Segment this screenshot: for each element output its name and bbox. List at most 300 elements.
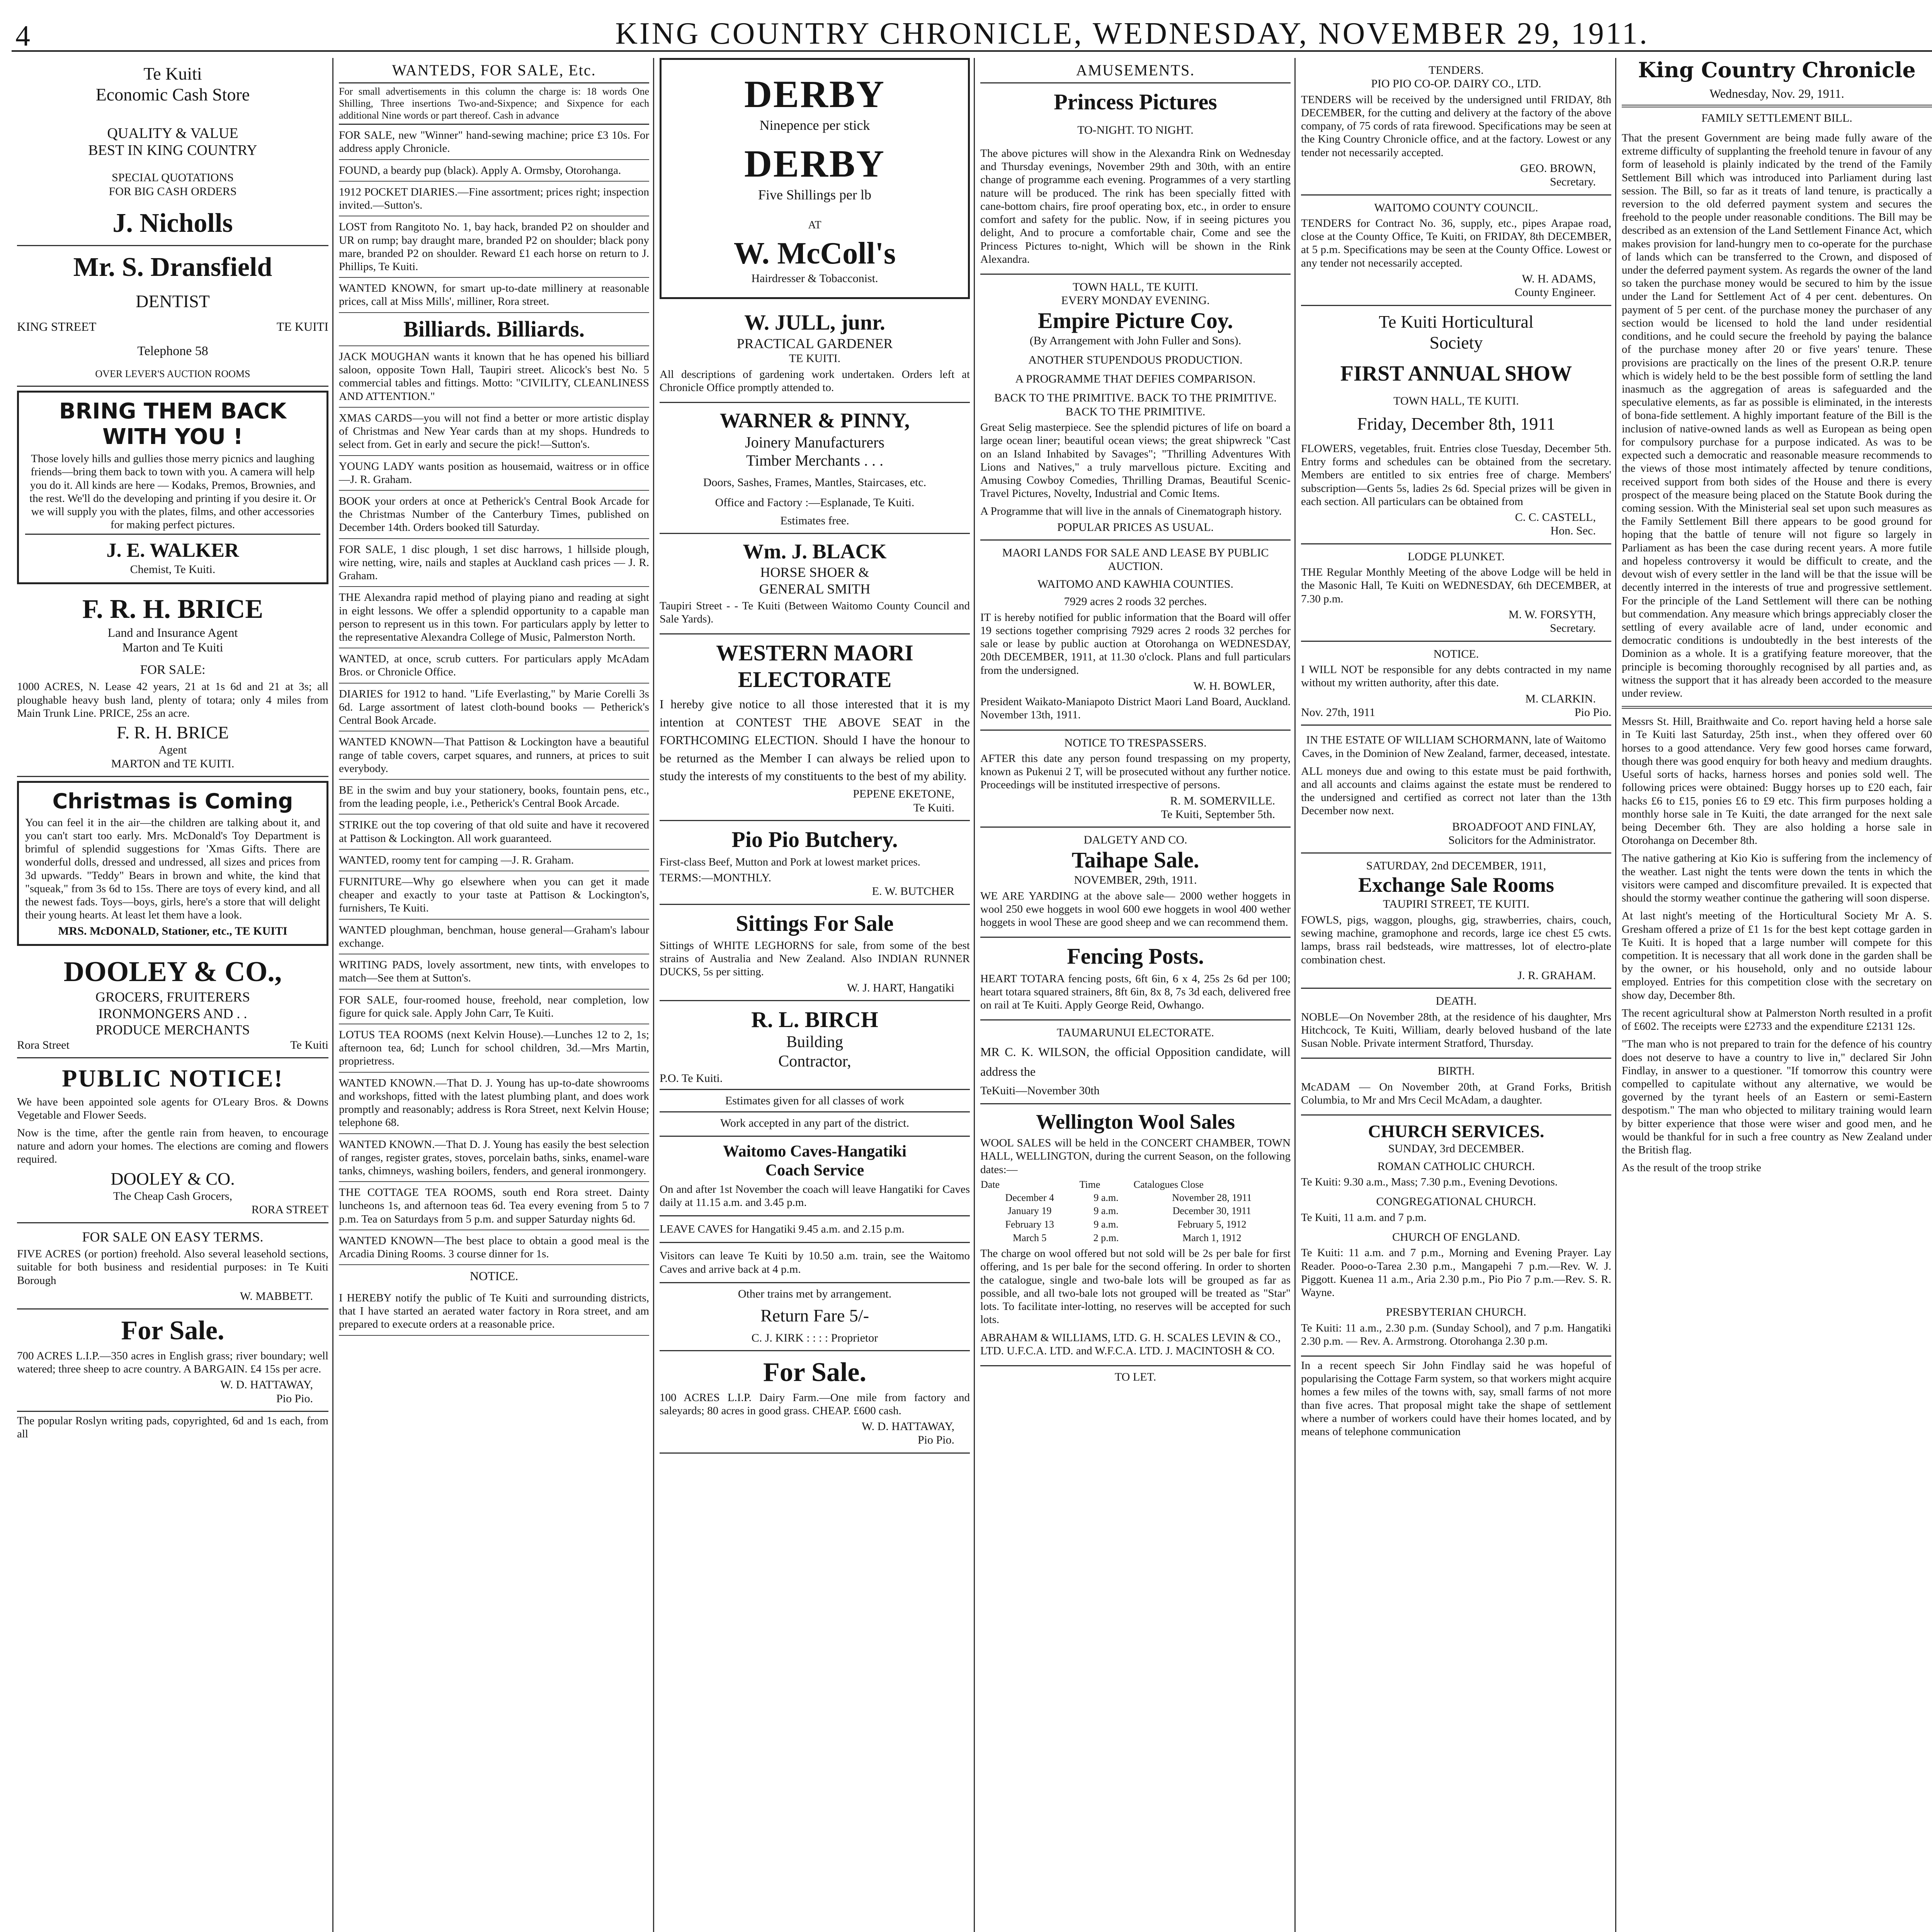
lodge-sig: M. W. FORSYTH, [1509, 608, 1596, 621]
dransfield-phone: Telephone 58 [137, 344, 208, 359]
estate-sig: BROADFOOT AND FINLAY, [1452, 820, 1596, 833]
coach-body-3: Visitors can leave Te Kuiti by 10.50 a.m. train, see the Waitomo Caves and arrive back at 4 p.m. [660, 1250, 970, 1276]
trespassers-date: Te Kuiti, September 5th. [1161, 808, 1275, 821]
maori-lands-ad [980, 541, 1291, 730]
wool-sales-ad [980, 1104, 1291, 1366]
wanteds-intro: For small advertisements in this column the charge is: 18 words One Shilling, Three insertions Two-and-Sixpence; and Sixpence for each additional Nine words or part thereof. Cash in advance [339, 83, 649, 125]
hattaway-ad [17, 1310, 328, 1412]
easy-terms-headline: FOR SALE ON EASY TERMS. [82, 1229, 264, 1245]
exchange-sale-ad [1301, 854, 1611, 989]
clarkin-place: Pio Pio. [1574, 706, 1611, 719]
hattaway-2-place: Pio Pio. [917, 1434, 954, 1447]
church-times: Te Kuiti: 11 a.m., 2.30 p.m. (Sunday School), and 7 p.m. Hangatiki 2.30 p.m. — Rev. A. Armstrong. Otorohanga 2.30 p.m. [1301, 1321, 1611, 1347]
empire-back: BACK TO THE PRIMITIVE. BACK TO THE PRIMITIVE. BACK TO THE PRIMITIVE. [994, 391, 1277, 418]
mcdonald-headline: Christmas is Coming [52, 789, 293, 814]
hort-headline-2: Society [1429, 332, 1483, 352]
church-services [1301, 1116, 1611, 1357]
birch-estimates: Estimates given for all classes of work [725, 1094, 905, 1107]
masthead [12, 8, 1932, 52]
birch-ad [660, 1001, 970, 1137]
brice-location: Marton and Te Kuiti [122, 640, 223, 654]
town-hall: TOWN HALL, TE KUITI. [1073, 280, 1198, 293]
church-times: Te Kuiti, 11 a.m. and 7 p.m. [1301, 1211, 1427, 1224]
nicholls-proprietor: J. Nicholls [112, 208, 233, 238]
warner-products: Doors, Sashes, Frames, Mantles, Staircases, etc. [703, 476, 927, 489]
table-cell: November 28, 1911 [1172, 1192, 1252, 1203]
public-notice-body-2: Now is the time, after the gentle rain from heaven, to encourage nature and adorn your homes. The elections are coming and flowers required. [17, 1127, 328, 1166]
empire-another: ANOTHER STUPENDOUS PRODUCTION. [1028, 353, 1243, 366]
derby-1-sub: Ninepence per stick [759, 117, 870, 133]
brice-body: 1000 ACRES, N. Lease 42 years, 21 at 1s 6d and 21 at 3s; all ploughable heavy bush land, plenty of totara; only 4 miles from Main Trunk Line. PRICE, 25s an acre. [17, 680, 328, 719]
taihape-date: NOVEMBER, 29th, 1911. [1074, 874, 1197, 887]
maori-headline-1: WESTERN MAORI [716, 640, 913, 666]
hattaway-2-sig: W. D. HATTAWAY, [862, 1420, 954, 1433]
princess-pictures-headline: Princess Pictures [1054, 89, 1217, 115]
hort-place: TOWN HALL, TE KUITI. [1393, 395, 1519, 408]
fencing-headline: Fencing Posts. [1067, 944, 1204, 969]
maori-headline-2: ELECTORATE [738, 667, 892, 692]
church-list [1301, 1160, 1611, 1350]
walker-title: Chemist, Te Kuiti. [130, 563, 216, 576]
warner-trade-2: Timber Merchants . . . [746, 452, 884, 469]
death-notice [1301, 989, 1611, 1059]
classified-ad: WANTED, roomy tent for camping —J. R. Graham. [339, 850, 649, 871]
hattaway-2-headline: For Sale. [763, 1357, 866, 1387]
clarkin-sig: M. CLARKIN. [1525, 692, 1596, 705]
lodge-headline: LODGE PLUNKET. [1407, 550, 1505, 563]
mccoll-trade: Hairdresser & Tobacconist. [751, 272, 878, 285]
roslyn-ad: The popular Roslyn writing pads, copyrighted, 6d and 1s each, from all [17, 1415, 328, 1440]
estate-headline: IN THE ESTATE OF WILLIAM SCHORMANN, late of Waitomo Caves, in the Dominion of New Zealand, farmer, deceased, intestate. [1302, 734, 1611, 760]
page-number: 4 [15, 20, 30, 52]
maori-electorate-ad [660, 634, 970, 821]
dransfield-profession: DENTIST [136, 291, 210, 311]
table-cell: February 13 [1005, 1218, 1054, 1230]
nicholls-ad [17, 58, 328, 246]
table-row [980, 1191, 1291, 1205]
church-name: CONGREGATIONAL CHURCH. [1376, 1195, 1536, 1208]
public-notice-ad [17, 1058, 328, 1223]
black-trade: HORSE SHOER & [760, 565, 869, 580]
mccoll-at: AT [808, 219, 821, 231]
sittings-ad [660, 905, 970, 1001]
wool-column-header: Time [1079, 1179, 1100, 1190]
mcdonald-ad [17, 781, 328, 946]
editorial-headline: FAMILY SETTLEMENT BILL. [1701, 112, 1852, 125]
classified-ad: WANTED KNOWN—That Pattison & Lockington have a beautiful range of table covers, carpet squares, and runners, at prices to suit everybody. [339, 731, 649, 780]
brice-sig-location: MARTON and TE KUITI. [111, 757, 235, 770]
editorial-paragraph-6: "The man who is not prepared to train for the defence of his country does not deserve to have a country to live in," declared Sir John Findlay, in answer to a questioner. "If tomorrow this country were compelled to capitulate without any alternative, we would be governed by the tyrant heels of an Eastern or semi-Eastern despotism." The man who objected to military training would learn by bitter experience that those were wiser and good men, and he would be thankful for in such a free country as New Zealand under the British flag. [1622, 1038, 1932, 1156]
clarkin-footer [1301, 706, 1611, 719]
editorial-paragraph-3: The native gathering at Kio Kio is suffering from the inclemency of the weather. Last night the tents were down the tents in which the visitors were camped and discomfiture prevailed. It is expected that should the stormy weather continue the gathering will soon disperse. [1622, 852, 1932, 905]
tenders-sig: GEO. BROWN, [1520, 162, 1596, 175]
dransfield-town: TE KUITI [276, 320, 328, 334]
editorial-paragraph-5: The recent agricultural show at Palmerston North resulted in a profit of £602. The receipts were £2733 and the expenditure £2131 12s. [1622, 1007, 1932, 1033]
classified-ad: FOUND, a beardy pup (black). Apply A. Ormsby, Otorohanga. [339, 160, 649, 182]
exchange-headline: Exchange Sale Rooms [1358, 873, 1554, 896]
hattaway-2-body: 100 ACRES L.I.P. Dairy Farm.—One mile from factory and saleyards; 80 acres in good grass. CHEAP. £600 cash. [660, 1391, 970, 1417]
dooley-address [17, 1038, 328, 1052]
editorial-date: Wednesday, Nov. 29, 1911. [1709, 86, 1844, 100]
birth-notice [1301, 1059, 1611, 1116]
mccoll-name: W. McColl's [733, 236, 896, 270]
dransfield-address [17, 320, 328, 334]
classified-ad: BE in the swim and buy your stationery, books, fountain pens, etc., from the leading people, i.e., Petherick's Central Book Arcade. [339, 780, 649, 815]
empire-body: Great Selig masterpiece. See the splendid pictures of life on board a large ocean liner; beautiful ocean views; the great shipwreck "Cast on an Island Inhabited by Savages"; "Thrilling Adventures With Lions and Natives," a truly marvellous picture. Exciting and Amusing Cowboy Comedies, Thrilling Dramas, Beautiful Scenic-Travel Pictures, Novelty, Industrial and Comic Items. [980, 421, 1291, 500]
warner-trade: Joinery Manufacturers [745, 433, 884, 451]
warner-name: WARNER & PINNY, [719, 409, 910, 432]
waitomo-body: TENDERS for Contract No. 36, supply, etc., pipes Arapae road, close at the County Office, Te Kuiti, on FRIDAY, 8th DECEMBER, at 5 p.m. Specifications may be seen at the County Office. Lowest or any tender not necessarily accepted. [1301, 217, 1611, 269]
brice-for-sale: FOR SALE: [140, 663, 206, 677]
wool-sales-headline: Wellington Wool Sales [1036, 1110, 1235, 1133]
dooley-name: DOOLEY & CO., [63, 956, 282, 988]
birth-headline: BIRTH. [1437, 1065, 1475, 1078]
editorial-paragraph-2: Messrs St. Hill, Braithwaite and Co. report having held a horse sale in Te Kuiti last Saturday, 25th inst., when they offered over 60 horses to a good attendance. Very few good horses came forward, though there was good enquiry for both heavy and medium draughts. Useful sorts of hacks, harness horses and ponies sold well. The following prices were obtained: Buggy horses up to £20 each, fair hacks £6 to £15, ponies £6 to £9 etc. This firm purposes holding a monthly horse sale in Te Kuiti, the date arranged for the next sale being December 6th. They are also holding a horse sale in Otorohanga on December 8th. [1622, 715, 1932, 847]
walker-headline: BRING THEM BACK WITH YOU ! [59, 398, 287, 450]
church-times: Te Kuiti: 9.30 a.m., Mass; 7.30 p.m., Evening Devotions. [1301, 1176, 1558, 1189]
butchery-name: Pio Pio Butchery. [731, 827, 898, 852]
nicholls-orders: FOR BIG CASH ORDERS [109, 185, 237, 198]
mcdonald-signature: MRS. McDONALD, Stationer, etc., TE KUITI [58, 924, 287, 937]
clarkin-notice-ad [1301, 642, 1611, 726]
classified-ad: LOTUS TEA ROOMS (next Kelvin House).—Lunches 12 to 2, 1s; afternoon tea, 6d; Lunch for school children, 3d.—Mrs Martin, proprietress. [339, 1024, 649, 1073]
jull-town: TE KUITI. [789, 352, 841, 365]
butchery-sig: E. W. BUTCHER [872, 885, 954, 898]
nicholls-name-2: Economic Cash Store [95, 85, 250, 105]
dooley-line-2: IRONMONGERS AND . . [98, 1005, 247, 1021]
maori-lands-acres: 7929 acres 2 roods 32 perches. [1064, 595, 1207, 608]
church-date: SUNDAY, 3rd DECEMBER. [1388, 1142, 1524, 1155]
dooley-line-1: GROCERS, FRUITERERS [95, 989, 250, 1005]
dransfield-name: Mr. S. Dransfield [73, 252, 272, 282]
brice-ad [17, 588, 328, 777]
estate-body: ALL moneys due and owing to this estate must be paid forthwith, and all accounts and claims against the estate must be rendered to the undersigned and certified as correct not later than the 13th December now next. [1301, 765, 1611, 817]
birch-work: Work accepted in any part of the district. [720, 1117, 910, 1130]
classified-ad: STRIKE out the top covering of that old suite and have it recovered at Pattison & Lockington. All work guaranteed. [339, 815, 649, 849]
table-cell: 2 p.m. [1093, 1232, 1119, 1243]
warner-ad [660, 403, 970, 534]
hattaway-2-ad [660, 1351, 970, 1454]
church-times: Te Kuiti: 11 a.m. and 7 p.m., Morning and Evening Prayer. Lay Reader. Pooo-o-Tarea 2.30 p.m., Mangapehi 7 p.m.—Rev. W. J. Piggott. Kuenea 11 a.m., Aria 2.30 p.m., Pio Pio 7 p.m.—Rev. S. R. Wayne. [1301, 1247, 1611, 1299]
death-body: NOBLE—On November 28th, at the residence of his daughter, Mrs Hitchcock, Te Kuiti, William, dearly beloved husband of the late Susan Noble. Private interment Stratford, Thursday. [1301, 1010, 1611, 1049]
trespassers-body: AFTER this date any person found trespassing on my property, known as Pukenui 2 T, will be prosecuted without any further notice. Proceedings will be instituted irrespective of persons. [980, 752, 1291, 791]
maori-lands-sig-2: President Waikato-Maniapoto District Maori Land Board, Auckland. November 13th, 1911. [980, 696, 1291, 721]
nicholls-name-1: Te Kuiti [143, 64, 202, 83]
birch-po: P.O. Te Kuiti. [660, 1071, 723, 1085]
exchange-sig: J. R. GRAHAM. [1517, 969, 1596, 982]
hort-sig: C. C. CASTELL, [1515, 511, 1596, 524]
death-headline: DEATH. [1435, 995, 1477, 1008]
birth-body: McADAM — On November 20th, at Grand Forks, British Columbia, to Mr and Mrs Cecil McAdam, a daughter. [1301, 1080, 1611, 1106]
maori-lands-sig: W. H. BOWLER, [1193, 679, 1275, 692]
hattaway-sig-place: Pio Pio. [276, 1392, 313, 1405]
mcdonald-body: You can feel it in the air—the children are talking about it, and you can't start too early. Mrs. McDonald's Toy Department is brimful of splendid suggestions for 'Xmas Gifts. There are wonderful dolls, dressed and undressed, all sizes and prices from 3d upwards. "Teddy" Bears in brown and white, the kind that "squeak," from 3s 6d to 15s. There are toys of every kind, and all the newest fads. Toys—boys, girls, here's a store that will delight their young hearts. At least let them have a look. [25, 816, 320, 922]
to-let: TO LET. [1114, 1371, 1156, 1383]
nicholls-special: SPECIAL QUOTATIONS [112, 171, 234, 184]
dooley-town: Te Kuiti [290, 1038, 328, 1051]
maori-lands-headline: MAORI LANDS FOR SALE AND LEASE BY PUBLIC AUCTION. [1002, 546, 1269, 573]
lodge-ad [1301, 544, 1611, 642]
princess-pictures-body: The above pictures will show in the Alexandra Rink on Wednesday and Thursday evenings, November 29th and 30th, with an entire change of programme each evening. Programmes of a very startling nature will be produced. The rink has been specially fitted with cane-bottom chairs, fire proof operating box, etc., in order to ensure comfort and safety for the public. Now, if in seeing pictures you delight, And to procure a comfortable chair, Come and see the Princess Pictures to-night, Which will be shown in the Rink Alexandra. [980, 147, 1291, 265]
classified-ad: DIARIES for 1912 to hand. "Life Everlasting," by Marie Corelli 3s 6d. Large assortment of latest cloth-bound books — Petherick's Central Book Arcade. [339, 684, 649, 732]
classified-ad: WANTED KNOWN.—That D. J. Young has easily the best selection of ranges, register grates, stoves, porcelain baths, sinks, enamel-ware tanks, chimneys, washing boilers, fenders, and general ironmongery. [339, 1134, 649, 1182]
coach-sig: C. J. KIRK : : : : Proprietor [751, 1331, 878, 1344]
editorial-masthead: King Country Chronicle [1638, 58, 1916, 82]
church-name: PRESBYTERIAN CHURCH. [1386, 1306, 1527, 1319]
taumarunui-headline: TAUMARUNUI ELECTORATE. [1056, 1026, 1214, 1039]
classified-ad: WANTED KNOWN.—That D. J. Young has up-to-date showrooms and workshops, fitted with the latest plumbing plant, and does work promptly and reasonably; address is Rora Street, next Kelvin House; telephone 68. [339, 1073, 649, 1134]
lodge-role: Secretary. [1550, 622, 1596, 635]
fencing-body: HEART TOTARA fencing posts, 6ft 6in, 6 x 4, 25s 2s 6d per 100; heart totara squared strainers, 8ft 6in, 8x 8, 7s 3d each, delivered free on rail at Te Kuiti. Apply George Reid, Owhango. [980, 972, 1291, 1012]
jull-name: W. JULL, junr. [744, 310, 885, 335]
editorial-paragraph-1: That the present Government are being made fully aware of the extreme difficulty of supplanting the freehold tenure in favour of any form of leasehold is plainly indicated by the trend of the Family Settlement Bill which was introduced into Parliament during last session. The Bill, so far as it treats of land tenure, is practically a reversion to the old deferred payment system and secures the freehold to the people under reasonable conditions. The Bill may be described as an extension of the Land Settlement Finance Act, which makes provision for land-hungry men to co-operate for the purchase of lands which can be transferred to the Crown, and disposed of under the deferred payment system. As regards the owner of the land so taken the purchase money would be secured to him by the issue under the Land for Settlement Act of 4 per cent. debentures. On payment of 5 per cent. of the purchase money the purchaser of any section would be licensed to hold the land under residential conditions, and he could secure the freehold by paying the balance of the purchase money after 20 or five years' tenure. These provisions are practically on the lines of the present O.R.P. tenure which is widely held to be the best possible form of settling the land inasmuch as the aggregation of areas is safeguarded and the speculative elements, as far as possible is eliminated, in the interests of bona-fide settlement. A highly important feature of the Bill is the inclusion of native-owned lands as well as European as being open for compulsory purchase for a purpose indicated. As was to be expected such a democratic and reasonable measure recommends to the views of those most intimately affected by tenure conditions, received support from both sides of the House and there is every prospect of the measure being placed on the Statute Book during the coming session. With the Ministerial seal set upon such measures as the Family Settlement Bill there appears to be good ground for hoping that the battle of tenure will not figure so largely in Parliament as has been the case during recent years. A more futile and hopeless controversy it would be difficult to create, and the devout wish of every settler in the land will be that the issue will be decently interred in the interests of true and progressive settlement. For the principle of the Land Settlement will there can be nothing but commendation. Any measure which brings appreciably closer the settling of every available acre of land, under economic and democratic conditions is undoubtedly in the best interests of the Dominion as a whole. It is a gratifying feature moreover, that the principle is becoming thoroughly recognised by all parties and, as witness the support that it has already been accorded to the measure under review. [1622, 131, 1932, 700]
nicholls-best: BEST IN KING COUNTRY [88, 142, 257, 159]
black-trade-2: GENERAL SMITH [759, 581, 871, 597]
classified-ad: FOR SALE, four-roomed house, freehold, near completion, low figure for quick sale. Apply John Carr, Te Kuiti. [339, 990, 649, 1024]
wool-sales-signatories: ABRAHAM & WILLIAMS, LTD. G. H. SCALES LEVIN & CO., LTD. U.F.C.A. LTD. and W.F.C.A. LTD. J. MACINTOSH & CO. [980, 1331, 1281, 1357]
hort-date: Friday, December 8th, 1911 [1357, 413, 1555, 434]
taihape-ad [980, 828, 1291, 938]
maori-sig: PEPENE EKETONE, [853, 787, 954, 801]
jull-trade: PRACTICAL GARDENER [736, 335, 893, 351]
column-6 [1615, 58, 1932, 1932]
hort-body: FLOWERS, vegetables, fruit. Entries close Tuesday, December 5th. Entry forms and schedules can be obtained from the secretary. Members are entitled to six entries free of charge. Members' subscription—Gents 5s, ladies 2s 6d. Special prizes will be given in each section. All particulars can be obtained from [1301, 442, 1611, 508]
church-name: CHURCH OF ENGLAND. [1392, 1230, 1520, 1243]
tenders-body: TENDERS will be received by the undersigned until FRIDAY, 8th DECEMBER, for the cutting and delivery at the factory of the above company, of 75 cords of rata firewood. Specifications may be seen at the King Country Chronicle office, and at the factory. Lowest or any tender not necessarily accepted. [1301, 93, 1611, 159]
brice-business: Land and Insurance Agent [107, 625, 238, 639]
wilson-body: MR C. K. WILSON, the official Opposition candidate, will address the [980, 1044, 1291, 1078]
empire-sub: (By Arrangement with John Fuller and Sons). [1029, 334, 1242, 347]
public-notice-body-1: We have been appointed sole agents for O'Leary Bros. & Downs Vegetable and Flower Seeds. [17, 1095, 328, 1121]
table-row [980, 1218, 1291, 1231]
walker-body: Those lovely hills and gullies those merry picnics and laughing friends—bring them back to town with you. A camera will help you do it. All kinds are here — Kodaks, Premos, Brownies, and the rest. We'll do the developing and printing if you desire it. Or we will supply you with the plates, films, and other accessories for making perfect pictures. [29, 452, 316, 531]
classified-ad: FOR SALE, 1 disc plough, 1 set disc harrows, 1 hillside plough, wire netting, wire, nails and staples at Auckland cash prices — J. R. Graham. [339, 539, 649, 587]
classified-ad: WANTED, at once, scrub cutters. For particulars apply McAdam Bros. or Chronicle Office. [339, 648, 649, 683]
column-1 [12, 58, 332, 1932]
dransfield-street: KING STREET [17, 320, 97, 334]
table-cell: February 5, 1912 [1177, 1218, 1247, 1230]
butchery-terms: TERMS:—MONTHLY. [660, 871, 771, 884]
table-cell: March 1, 1912 [1182, 1232, 1242, 1243]
empire-prices: POPULAR PRICES AS USUAL. [1057, 520, 1214, 534]
billiards-ad: JACK MOUGHAN wants it known that he has opened his billiard saloon, opposite Town Hall, Taupiri street. Alicock's best No. 5 commercial tables and fittings. Motto: "CIVILITY, CLEANLINESS AND ATTENTION." [339, 346, 649, 408]
empire-programme: A PROGRAMME THAT DEFIES COMPARISON. [1015, 372, 1256, 385]
taihape-headline: Taihape Sale. [1071, 847, 1199, 872]
billiards-headline: Billiards. Billiards. [339, 313, 649, 346]
column-3 [653, 58, 974, 1932]
coach-body-1: On and after 1st November the coach will leave Hangatiki for Caves daily at 11.15 a.m. and 3.45 p.m. [660, 1183, 970, 1209]
wanteds-list-2 [339, 408, 649, 1265]
walker-ad [17, 391, 328, 584]
sittings-sig: W. J. HART, Hangatiki [847, 981, 954, 994]
sittings-body: Sittings of WHITE LEGHORNS for sale, from some of the best strains of Australia and New Zealand. Also INDIAN RUNNER DUCKS, 5s per sitting. [660, 939, 970, 978]
table-cell: 9 a.m. [1094, 1218, 1119, 1230]
wool-column-header: Date [981, 1179, 1000, 1190]
every-monday: EVERY MONDAY EVENING. [1061, 294, 1210, 307]
waitomo-council-ad [1301, 196, 1611, 306]
classified-ad: BOOK your orders at once at Petherick's Central Book Arcade for the Christmas Number of the Canterbury Times, published on December 14th. Orders booked till Saturday. [339, 491, 649, 539]
jull-body: All descriptions of gardening work undertaken. Orders left at Chronicle Office promptly attended to. [660, 368, 970, 394]
maori-lands-sub: WAITOMO AND KAWHIA COUNTIES. [1037, 577, 1233, 590]
notice-body: I HEREBY notify the public of Te Kuiti and surrounding districts, that I have started an aerated water factory in Rora street, and am prepared to execute orders at a reasonable price. [339, 1287, 649, 1336]
easy-terms-ad [17, 1223, 328, 1310]
dransfield-location: OVER LEVER'S AUCTION ROOMS [95, 368, 250, 380]
dransfield-ad [17, 246, 328, 387]
clarkin-date: Nov. 27th, 1911 [1301, 706, 1375, 719]
tenders-role: Secretary. [1550, 175, 1596, 189]
warner-office: Office and Factory :—Esplanade, Te Kuiti. [715, 496, 915, 509]
brice-sig-role: Agent [158, 743, 187, 757]
clarkin-body: I WILL NOT be responsible for any debts contracted in my name without my written authority, after this date. [1301, 663, 1611, 689]
hort-headline-1: Te Kuiti Horticultural [1379, 311, 1534, 332]
public-notice-name: DOOLEY & CO. [111, 1168, 235, 1189]
empire-ad [980, 275, 1291, 541]
table-cell: March 5 [1013, 1232, 1047, 1243]
maori-place: Te Kuiti. [913, 801, 954, 814]
butchery-ad [660, 821, 970, 905]
hattaway-headline: For Sale. [121, 1316, 224, 1346]
wanteds-list-1 [339, 125, 649, 313]
amusements-header: AMUSEMENTS. [980, 58, 1291, 83]
classified-ad: WRITING PADS, lovely assortment, new tints, with envelopes to match—See them at Sutton's. [339, 954, 649, 989]
table-cell: December 4 [1005, 1192, 1054, 1203]
church-headline: CHURCH SERVICES. [1368, 1121, 1544, 1141]
classified-ad: XMAS CARDS—you will not find a better or more artistic display of Christmas and New Year cards than at my shops. Hundreds to select from. Get in early and secure the pick!—Sutton's. [339, 408, 649, 456]
newspaper-title: KING COUNTRY CHRONICLE, WEDNESDAY, NOVEMBER 29, 1911. [615, 17, 1649, 51]
public-notice-street: RORA STREET [251, 1203, 328, 1216]
public-notice-subtitle: The Cheap Cash Grocers, [113, 1189, 233, 1202]
warner-estimates: Estimates free. [780, 514, 849, 527]
coach-headline-2: Coach Service [765, 1162, 864, 1180]
black-body: Taupiri Street - - Te Kuiti (Between Waitomo County Council and Sale Yards). [660, 600, 970, 626]
empire-headline: Empire Picture Coy. [1037, 308, 1233, 333]
derby-2: DERBY [744, 142, 886, 185]
wilson-date: TeKuiti—November 30th [980, 1084, 1100, 1097]
table-cell: January 19 [1008, 1205, 1052, 1217]
sittings-headline: Sittings For Sale [736, 910, 894, 936]
table-row [980, 1204, 1291, 1218]
taumarunui-ad [980, 1020, 1291, 1104]
easy-terms-body: FIVE ACRES (or portion) freehold. Also several leasehold sections, suitable for both business and residential purposes: in Te Kuiti Borough [17, 1248, 328, 1287]
hattaway-body: 700 ACRES L.I.P.—350 acres in English grass; river boundary; well watered; three sheep to acre country. A BARGAIN. £4 15s per acre. [17, 1349, 328, 1376]
hort-role: Hon. Sec. [1550, 524, 1596, 537]
notice-headline: NOTICE. [469, 1269, 519, 1283]
table-cell: 9 a.m. [1094, 1205, 1119, 1217]
coach-body-2: LEAVE CAVES for Hangatiki 9.45 a.m. and 2.15 p.m. [660, 1223, 905, 1236]
tenders-headline: TENDERS. [1429, 64, 1484, 77]
coach-fare: Return Fare 5/- [760, 1306, 869, 1326]
classified-ad: FURNITURE—Why go elsewhere when you can get it made cheaper and exactly to your taste at Pattison & Lockington's, furnishers, Te Kuiti. [339, 871, 649, 920]
birch-trade-2: Contractor, [778, 1053, 851, 1070]
derby-2-sub: Five Shillings per lb [758, 187, 871, 203]
dalgety: DALGETY AND CO. [1083, 833, 1187, 847]
tenders-sub: PIO PIO CO-OP. DAIRY CO., LTD. [1371, 77, 1541, 90]
derby-1: DERBY [744, 73, 886, 116]
coach-body-4: Other trains met by arrangement. [738, 1287, 892, 1300]
mccoll-ad [660, 58, 970, 299]
birch-trade: Building [786, 1033, 844, 1051]
public-notice-headline: PUBLIC NOTICE! [62, 1065, 284, 1092]
wool-sales-body-2: The charge on wool offered but not sold will be 2s per bale for first offering, and 1s per bale for the second offering. In order to shorten the catalogue, single and two-bale lots will be grouped as far as possible, and all two-bale lots not grouped will be treated as "Star" lots. To facilitate inter-lotting, no reserves will be accepted for such lots. [980, 1247, 1291, 1326]
wanteds-header: WANTEDS, FOR SALE, Etc. [339, 58, 649, 83]
horticultural-ad [1301, 306, 1611, 544]
waitomo-headline: WAITOMO COUNTY COUNCIL. [1374, 201, 1538, 214]
table-cell: 9 a.m. [1094, 1192, 1119, 1203]
trespassers-sig: R. M. SOMERVILLE. [1170, 794, 1275, 807]
table-row [980, 1231, 1291, 1245]
maori-lands-body: IT is hereby notified for public information that the Board will offer 19 sections together comprising 7929 acres 2 roods 32 perches for sale or lease by public auction at Otorohanga on WEDNESDAY, 20th DECEMBER, 1911, at 11.30 o'clock. Plans and full particulars from the undersigned. [980, 611, 1291, 677]
princess-pictures-tonight: TO-NIGHT. TO NIGHT. [1077, 123, 1194, 136]
trespassers-ad [980, 731, 1291, 828]
easy-terms-signature: W. MABBETT. [240, 1289, 313, 1303]
dooley-street: Rora Street [17, 1038, 70, 1051]
brice-sig-name: F. R. H. BRICE [116, 723, 229, 743]
jull-ad [660, 304, 970, 403]
column-4 [974, 58, 1294, 1932]
coach-ad [660, 1137, 970, 1351]
trespassers-headline: NOTICE TO TRESPASSERS. [1064, 736, 1207, 749]
waitomo-role: County Engineer. [1515, 286, 1596, 299]
dooley-ad [17, 950, 328, 1058]
church-name: ROMAN CATHOLIC CHURCH. [1377, 1160, 1535, 1173]
dooley-line-3: PRODUCE MERCHANTS [95, 1022, 250, 1038]
wool-sales-body: WOOL SALES will be held in the CONCERT CHAMBER, TOWN HALL, WELLINGTON, during the current Season, on the following dates:— [980, 1137, 1291, 1176]
classified-ad: THE COTTAGE TEA ROOMS, south end Rora street. Dainty luncheons 1s, and afternoon teas 6d. Tea every evening from 5 to 7 p.m. Tea on Saturdays from 5 p.m. and supper Saturday nights 6d. [339, 1182, 649, 1230]
classified-ad: YOUNG LADY wants position as housemaid, waitress or in office —J. R. Graham. [339, 456, 649, 491]
classified-ad: WANTED KNOWN, for smart up-to-date millinery at reasonable prices, call at Miss Mills', milliner, Rora street. [339, 278, 649, 313]
column-5 [1294, 58, 1615, 1932]
butchery-body: First-class Beef, Mutton and Pork at lowest market prices. [660, 855, 920, 868]
editorial-paragraph-4: At last night's meeting of the Horticultural Society Mr A. S. Gresham offered a prize of £1 1s for the best kept cottage garden in Te Kuiti. It is hoped that a large number will compete for this competition. It is necessary that all work done in the garden shall be by the owner, or his household, only and no outside labour employed. Entries for this competition close with the secretary on show day, December 8th. [1622, 910, 1932, 1002]
classified-ad: WANTED KNOWN—The best place to obtain a good meal is the Arcadia Dining Rooms. 3 course dinner for 1s. [339, 1230, 649, 1265]
classified-ad: 1912 POCKET DIARIES.—Fine assortment; prices right; inspection invited.—Sutton's. [339, 182, 649, 216]
classified-ad: LOST from Rangitoto No. 1, bay hack, branded P2 on shoulder and UR on rump; bay draught mare, branded P2 on shoulder; black pony mare, branded P2 on shoulder. Reward £1 each horse on return to J. Phillips, Te Kuiti. [339, 216, 649, 278]
exchange-date: SATURDAY, 2nd DECEMBER, 1911, [1366, 859, 1546, 872]
maori-body: I hereby give notice to all those interested that it is my intention at CONTEST THE ABOVE SEAT in the FORTHCOMING ELECTION. Should I have the honour to be returned as the Member I can always be relied upon to study the interests of my constituents to the best of my ability. [660, 697, 970, 783]
wool-sales-table [980, 1179, 1291, 1245]
taihape-body: WE ARE YARDING at the above sale— 2000 wether hoggets in wool 250 ewe hoggets in wool 600 ewe hoggets in wool 400 wether hoggets in wool These are good sheep and we can recommend them. [980, 889, 1291, 929]
editorial-paragraph-7: As the result of the troop strike [1622, 1162, 1761, 1174]
princess-pictures-ad [980, 83, 1291, 275]
black-name: Wm. J. BLACK [743, 540, 887, 563]
wool-column-header: Catalogues Close [1133, 1179, 1204, 1190]
tenders-ad [1301, 58, 1611, 196]
lodge-body: THE Regular Monthly Meeting of the above Lodge will be held in the Masonic Hall, Te Kuiti on WEDNESDAY, 6th DECEMBER, at 7.30 p.m. [1301, 566, 1611, 605]
classified-ad: WANTED ploughman, benchman, house general—Graham's labour exchange. [339, 920, 649, 954]
nicholls-quality: QUALITY & VALUE [107, 125, 238, 141]
estate-ad [1301, 726, 1611, 854]
empire-annals: A Programme that will live in the annals of Cinematograph history. [980, 505, 1282, 518]
findlay-paragraph: In a recent speech Sir John Findlay said he was hopeful of popularising the Cottage Farm system, so that workers might acquire homes a few miles of the towns with, say, small farms of not more than five acres. That proposal might take the shape of settlement where a number of workers could have their homes located, and by means of telephone communication [1301, 1359, 1611, 1438]
birch-name: R. L. BIRCH [751, 1007, 878, 1032]
fencing-ad [980, 938, 1291, 1020]
waitomo-sig: W. H. ADAMS, [1522, 272, 1596, 285]
classified-ad: THE Alexandra rapid method of playing piano and reading at sight in eight lessons. We offer a splendid opportunity to a capable man person to represent us in this town. For particulars apply by letter to the representative Alexandra College of Music, Palmerston North. [339, 587, 649, 648]
table-cell: December 30, 1911 [1172, 1205, 1251, 1217]
column-2 [332, 58, 653, 1932]
hattaway-sig-name: W. D. HATTAWAY, [220, 1378, 313, 1391]
classified-ad: FOR SALE, new "Winner" hand-sewing machine; price £3 10s. For address apply Chronicle. [339, 125, 649, 160]
brice-name: F. R. H. BRICE [82, 594, 264, 624]
clarkin-headline: NOTICE. [1433, 647, 1479, 660]
exchange-body: FOWLS, pigs, waggon, ploughs, gig, strawberries, chairs, couch, sewing machine, gramophone and records, large ice chest £5 cwts. lamps, brass rail bedsteads, wire mattresses, lot of electro-plate combination chest. [1301, 913, 1611, 966]
hort-show: FIRST ANNUAL SHOW [1340, 362, 1572, 386]
black-ad [660, 534, 970, 634]
coach-headline-1: Waitomo Caves-Hangatiki [723, 1142, 906, 1160]
estate-role: Solicitors for the Administrator. [1448, 833, 1596, 847]
walker-name: J. E. WALKER [25, 534, 320, 562]
exchange-sub: TAUPIRI STREET, TE KUITI. [1383, 898, 1529, 911]
